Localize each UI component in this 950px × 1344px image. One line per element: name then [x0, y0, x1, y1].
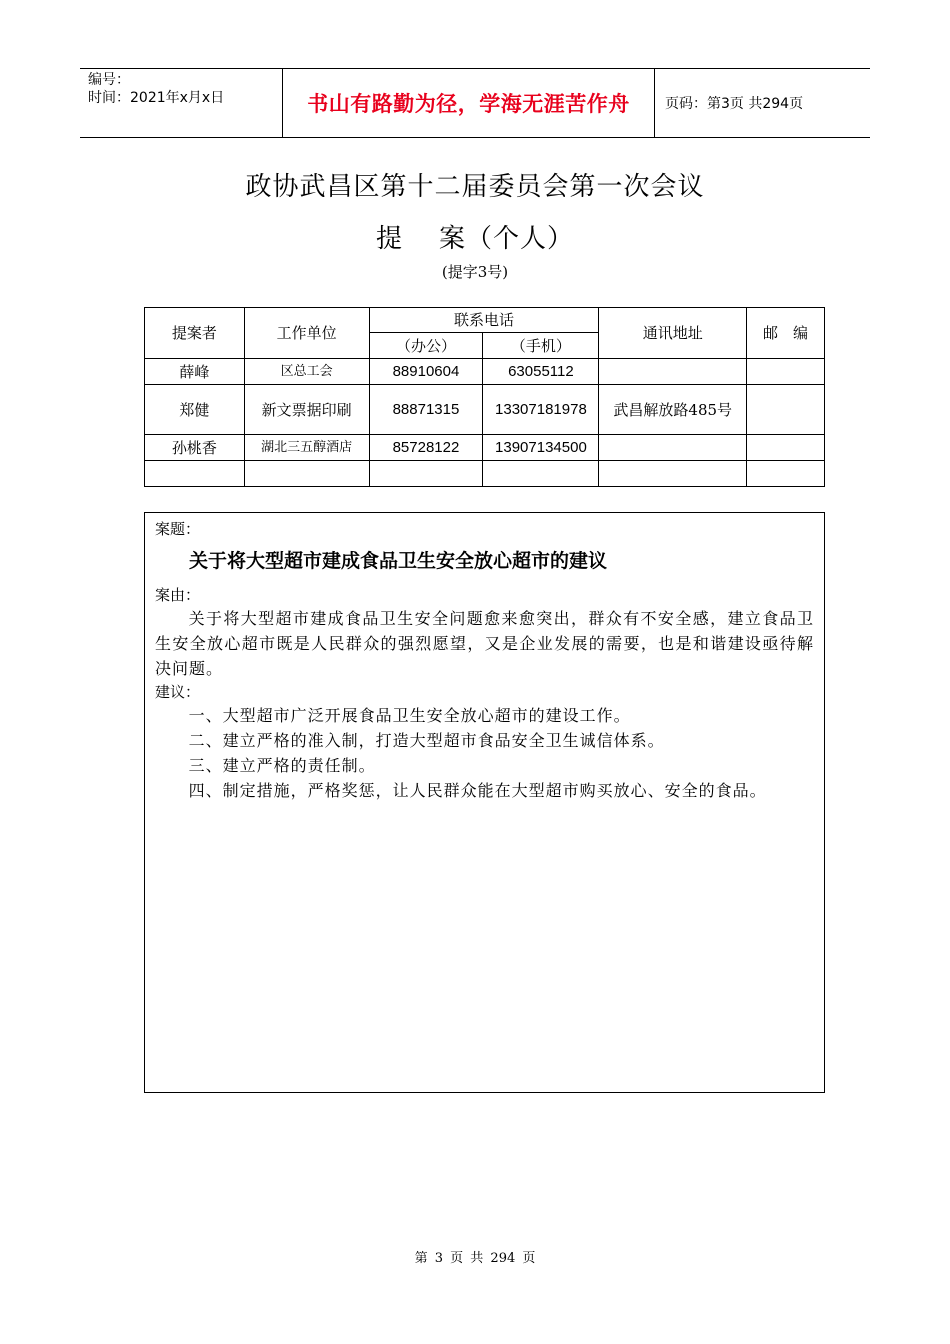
header-phone: 联系电话 — [369, 308, 599, 333]
cell-unit: 湖北三五醇酒店 — [244, 435, 369, 461]
cell-name: 郑健 — [145, 385, 245, 435]
suggestion-item: 一、大型超市广泛开展食品卫生安全放心超市的建设工作。 — [188, 706, 631, 725]
suggestion-item: 三、建立严格的责任制。 — [188, 756, 376, 775]
cell-address — [599, 461, 747, 487]
cell-name — [145, 461, 245, 487]
cell-name: 孙桃香 — [145, 435, 245, 461]
cell-address — [599, 435, 747, 461]
cell-address — [599, 359, 747, 385]
header-unit: 工作单位 — [244, 308, 369, 359]
cell-unit — [244, 461, 369, 487]
time-label: 时间：2021年x月x日 — [88, 90, 225, 106]
header-bar — [80, 68, 870, 138]
table-row — [145, 385, 825, 435]
header-office: （办公） — [369, 333, 483, 359]
cell-mobile — [483, 461, 599, 487]
cell-name: 薛峰 — [145, 359, 245, 385]
header-address: 通讯地址 — [599, 308, 747, 359]
header-postcode: 邮 编 — [747, 308, 825, 359]
suggestion-item: 四、制定措施，严格奖惩，让人民群众能在大型超市购买放心、安全的食品。 — [188, 781, 767, 800]
header-proposer: 提案者 — [145, 308, 245, 359]
cell-office: 88871315 — [369, 385, 483, 435]
cell-mobile: 63055112 — [483, 359, 599, 385]
motto: 书山有路勤为径，学海无涯苦作舟 — [282, 69, 655, 137]
doc-ref: (提字3号) — [441, 263, 509, 281]
suggest-label: 建议： — [155, 683, 201, 701]
cell-mobile: 13307181978 — [483, 385, 599, 435]
reason-label: 案由： — [155, 586, 201, 604]
cell-mobile: 13907134500 — [483, 435, 599, 461]
doc-subtitle-a: 提 — [375, 224, 403, 254]
suggestion-item: 二、建立严格的准入制，打造大型超市食品安全卫生诚信体系。 — [188, 731, 665, 750]
cell-address: 武昌解放路485号 — [599, 385, 747, 435]
table-row — [145, 359, 825, 385]
doc-title: 政协武昌区第十二届委员会第一次会议 — [245, 172, 705, 202]
cell-postcode — [747, 461, 825, 487]
cell-unit: 新文票据印刷 — [244, 385, 369, 435]
cell-office: 85728122 — [369, 435, 483, 461]
doc-subtitle-b: 案（个人） — [439, 224, 575, 254]
table-row — [145, 435, 825, 461]
proposal-topic: 关于将大型超市建成食品卫生安全放心超市的建议 — [189, 550, 608, 572]
cell-postcode — [747, 359, 825, 385]
cell-postcode — [747, 435, 825, 461]
proposer-table — [144, 307, 825, 487]
cell-office — [369, 461, 483, 487]
page-footer: 第 3 页 共 294 页 — [414, 1251, 536, 1266]
page-info: 页码：第3页 共294页 — [665, 96, 804, 112]
cell-office: 88910604 — [369, 359, 483, 385]
cell-unit: 区总工会 — [244, 359, 369, 385]
cell-postcode — [747, 385, 825, 435]
topic-label: 案题： — [155, 520, 201, 538]
doc-subtitle — [0, 218, 950, 255]
number-label: 编号： — [88, 72, 130, 88]
proposal-reason: 关于将大型超市建成食品卫生安全问题愈来愈突出，群众有不安全感，建立食品卫生安全放心超市既是人民群众的强烈愿望，又是企业发展的需要，也是和谐建设亟待解决问题。 — [155, 609, 814, 678]
table-row — [145, 461, 825, 487]
proposal-box — [144, 512, 825, 1093]
header-meta — [80, 69, 282, 137]
header-mobile: （手机） — [483, 333, 599, 359]
